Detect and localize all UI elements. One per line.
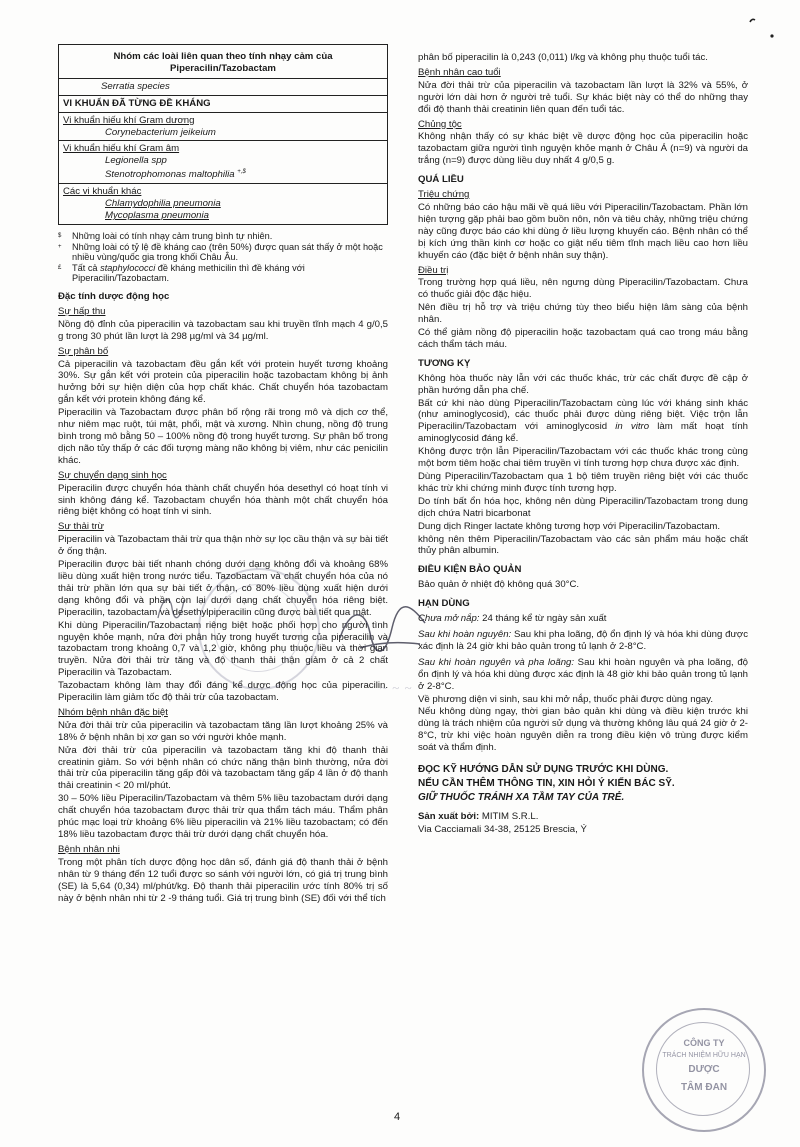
page-number: 4 bbox=[394, 1111, 401, 1123]
shelf-recon bbox=[418, 629, 748, 653]
incompat-text-2-a: Bất cứ khi nào dùng Piperacilin/Tazobactam cùng lúc với kháng sinh khác (như aminoglycosid), các thuốc phải được dùng riêng biệt. Việc trộn lẫn Piperacilin/Tazobactam với aminoglycosid bbox=[418, 397, 748, 433]
manufacturer-address: Via Cacciamali 34-38, 25125 Brescia, Ý bbox=[418, 823, 587, 835]
incompat-text-4: Dùng Piperacilin/Tazobactam qua 1 bộ tiêm truyền riêng biệt với các thuốc khác trừ khi chứng minh được tính tương hợp. bbox=[418, 471, 748, 494]
footnote-1 bbox=[58, 231, 388, 242]
storage-title: ĐIỀU KIỆN BẢO QUẢN bbox=[418, 564, 522, 576]
gram-neg-item-2 bbox=[63, 167, 383, 181]
footnote-3-text bbox=[72, 263, 388, 284]
footnote-3-mark: £ bbox=[58, 264, 62, 271]
treatment-text-3: Có thể giảm nồng độ piperacilin hoặc tazobactam quá cao trong máu bằng cách thẩm tách máu. bbox=[418, 327, 748, 350]
shelf-unopened bbox=[418, 613, 748, 625]
manufacturer bbox=[418, 811, 748, 823]
absorption-title: Sự hấp thu bbox=[58, 305, 106, 317]
gram-neg-item-2-text: Stenotrophomonas maltophilia bbox=[105, 169, 235, 181]
warning-consult: NẾU CẦN THÊM THÔNG TIN, XIN HỎI Ý KIẾN BÁC SỸ. bbox=[418, 778, 675, 790]
incompat-title: TƯƠNG KỴ bbox=[418, 357, 471, 369]
incompat-text-1: Không hòa thuốc này lẫn với các thuốc khác, trừ các chất được đề cập ở phần hướng dẫn pha chế. bbox=[418, 372, 748, 396]
gram-neg-label: Vi khuẩn hiếu khí Gram âm bbox=[63, 143, 180, 155]
absorption-text: Nồng độ đỉnh của piperacilin và tazobactam sau khi truyền tĩnh mạch 4 g/0,5 g trong 30 phút lần lượt là 298 µg/ml và 34 µg/ml. bbox=[58, 318, 388, 342]
incompat-text-5: Do tính bất ổn hóa học, không nên dùng Piperacilin/Tazobactam trong dung dịch chứa Natri bicarbonat bbox=[418, 495, 748, 519]
shelf-micro: Về phương diện vi sinh, sau khi mở nắp, thuốc phải được dùng ngay. bbox=[418, 693, 714, 705]
continued-text: phân bố piperacilin là 0,243 (0,011) l/kg và không phụ thuộc tuổi tác. bbox=[418, 52, 708, 63]
incompat-text-2 bbox=[418, 398, 748, 446]
gram-pos-item: Corynebacterium jeikeium bbox=[105, 126, 216, 138]
company-stamp bbox=[642, 1008, 766, 1132]
shelf-unopened-text: 24 tháng kể từ ngày sản xuất bbox=[479, 613, 607, 625]
distribution-text-2: Piperacilin và Tazobactam được phân bố rộng rãi trong mô và dịch cơ thể, như niêm mạc ruột, túi mật, phổi, mật và xương. Nhìn chung, nồng độ trung bình trong mô bằng 50 – 100% nồng độ trong huyết tương. Sự phân bố trong dịch não tủy thấp ở các đối tượng màng não không bị viêm, như các penicilin khác. bbox=[58, 407, 388, 466]
table-gram-neg bbox=[59, 141, 387, 184]
signature-mark bbox=[150, 588, 190, 628]
overdose-title: QUÁ LIỀU bbox=[418, 174, 464, 186]
corner-mark bbox=[748, 16, 778, 44]
elimination-text-2: Piperacilin được bài tiết nhanh chóng dưới dạng không đổi và khoảng 68% liều dùng xuất hiện trong nước tiểu. Tazobactam và chất chuyển hóa của nó thải trừ phần lớn qua sự bài tiết ở thận, có 80% liều dùng xuất hiện dưới dạng không đổi và phần còn lại dưới dạng chất chuyển hóa riêng biệt. Piperacilin, tazobactam và desethylpiperacilin cũng được bài tiết qua mật. bbox=[58, 559, 388, 618]
signature bbox=[330, 598, 440, 668]
elimination-text-4: Tazobactam không làm thay đổi đáng kể dược động học của piperacilin. Piperacilin làm giảm tốc độ thải trừ của tazobactam. bbox=[58, 680, 388, 704]
manufacturer-label: Sản xuất bởi: bbox=[418, 811, 480, 823]
left-column bbox=[58, 44, 388, 905]
footnote-2 bbox=[58, 242, 388, 263]
footnote-2-mark: + bbox=[58, 243, 62, 250]
treatment-title: Điều trị bbox=[418, 264, 449, 276]
shelf-dilution bbox=[418, 657, 748, 693]
incompat-text-3: Không được trộn lẫn Piperacilin/Tazobactam với các thuốc khác trong cùng một bơm tiêm hoặc chai tiêm truyền vì tính tương hợp chưa được xác định. bbox=[418, 446, 748, 470]
table-gram-pos bbox=[59, 113, 387, 142]
faint-stamp bbox=[198, 568, 320, 690]
incompat-text-7: không nên thêm Piperacilin/Tazobactam vào các sản phẩm máu hoặc chất thủy phân albumin. bbox=[418, 533, 748, 557]
shelf-note: Nếu không dùng ngay, thời gian bảo quản khi dùng và điều kiện trước khi dùng là trách nhiệm của người sử dụng và thường không lâu quá 24 giờ ở 2-8°C, trừ khi việc hoàn nguyên diễn ra trong điều kiện vô trùng được kiểm soát và thẩm định. bbox=[418, 706, 748, 754]
elderly-title: Bệnh nhân cao tuổi bbox=[418, 66, 501, 78]
biotransform-title: Sự chuyển dạng sinh học bbox=[58, 469, 167, 481]
other-label: Các vi khuẩn khác bbox=[63, 186, 142, 198]
elimination-title: Sự thải trừ bbox=[58, 521, 104, 533]
footnote-3-text-italic: staphylococci bbox=[100, 262, 156, 273]
susceptibility-table bbox=[58, 44, 388, 225]
footnote-2-text: Những loài có tỷ lệ đề kháng cao (trên 50%) được quan sát thấy ở một hoặc nhiều vùng/quốc gia trong khối Châu Âu. bbox=[72, 241, 383, 263]
storage-text: Bảo quản ở nhiệt độ không quá 30°C. bbox=[418, 579, 580, 591]
table-resistant-title: VI KHUẨN ĐÃ TỪNG ĐỀ KHÁNG bbox=[59, 96, 387, 113]
stamp-mid-2: DƯỢC bbox=[688, 1064, 720, 1075]
footnote-3-text-b: đề kháng methicilin thì đề kháng với Piperacilin/Tazobactam. bbox=[72, 262, 305, 284]
race-title: Chủng tộc bbox=[418, 118, 462, 130]
symptoms-title: Triệu chứng bbox=[418, 189, 470, 201]
stamp-bottom: TÂM ĐAN bbox=[680, 1082, 728, 1093]
other-item-2: Mycoplasma pneumonia bbox=[105, 210, 209, 222]
warning-read: ĐỌC KỸ HƯỚNG DẪN SỬ DỤNG TRƯỚC KHI DÙNG. bbox=[418, 764, 669, 776]
special-text-1: Nửa đời thải trừ của piperacilin và tazobactam tăng lần lượt khoảng 25% và 18% ở bệnh nhân bị xơ gan so với người khỏe mạnh. bbox=[58, 719, 388, 743]
gram-neg-item-1: Legionella spp bbox=[105, 155, 167, 167]
treatment-text-1: Trong trường hợp quá liều, nên ngưng dùng Piperacilin/Tazobactam. Chưa có thuốc giải độc đặc hiệu. bbox=[418, 277, 748, 301]
shelf-dilution-text: Sau khi hoàn nguyên và pha loãng, độ ổn định lý và hóa khi dùng được xác định là 48 giờ khi bảo quản trong tủ lạnh ở 2-8°C. bbox=[418, 656, 748, 692]
footnote-3 bbox=[58, 263, 388, 284]
race-text: Không nhận thấy có sự khác biệt về dược động học của piperacilin hoặc tazobactam giữa người tình nguyện khỏe mạnh ở Châu Á (n=9) và người da trắng (n=9) được dùng liều duy nhất 4 g/0,5 g. bbox=[418, 131, 748, 167]
incompat-text-2-italic: in vitro bbox=[615, 421, 650, 433]
shelf-dilution-label: Sau khi hoàn nguyên và pha loãng: bbox=[418, 656, 575, 668]
pediatric-title: Bệnh nhân nhi bbox=[58, 843, 120, 855]
table-serratia: Serratia species bbox=[59, 79, 387, 96]
elimination-text-3: Khi dùng Piperacilin/Tazobactam riêng biệt hoặc phối hợp cho người tình nguyện khỏe mạnh, nửa đời phân hủy trong huyết tương của piperacilin và tazobactam trong khoảng 0,7 và 1,2 giờ, không phụ thuộc liều và thời gian truyền. Nửa đời thải trừ tăng và độ thanh thải thận giảm ở cả 2 chất Piperacilin và Tazobactam. bbox=[58, 619, 388, 679]
right-column bbox=[418, 52, 748, 837]
faint-watermark: ~ ~ ~ bbox=[380, 680, 413, 695]
stamp-mid-1: TRÁCH NHIỆM HỮU HẠN bbox=[662, 1052, 746, 1059]
pk-title: Đặc tính dược động học bbox=[58, 291, 170, 303]
shelf-unopened-label: Chưa mở nắp: bbox=[418, 613, 480, 625]
footnote-3-text-a: Tất cả bbox=[72, 262, 101, 273]
special-text-2: Nửa đời thải trừ của piperacilin và tazobactam tăng khi độ thanh thải creatinin giảm. So với bệnh nhân có chức năng thận bình thường, nửa đời thải trừ của piperacilin tăng gấp đôi và tazobactam tăng gấp 4 lần ở độ thanh thải creatinin < 20 ml/phút. bbox=[58, 744, 388, 792]
elimination-text-1: Piperacilin và Tazobactam thải trừ qua thận nhờ sự lọc cầu thận và sự bài tiết ở ống thận. bbox=[58, 534, 388, 558]
table-other bbox=[59, 184, 387, 224]
warning-children: GIỮ THUỐC TRÁNH XA TẦM TAY CỦA TRẺ. bbox=[418, 792, 625, 804]
special-title: Nhóm bệnh nhân đặc biệt bbox=[58, 706, 168, 718]
special-text-3: 30 – 50% liều Piperacilin/Tazobactam và thêm 5% liều tazobactam dưới dạng chất chuyển hóa tazobactam được thải trừ qua thẩm tách máu. Thẩm phân phúc mạc loại trừ khoảng 6% liều piperacilin và 21% liều tazobactam; có đến 18% liều tazobactam được thải trừ dưới dạng chất chuyển hóa. bbox=[58, 793, 388, 840]
distribution-text-1: Cả piperacilin và tazobactam đều gắn kết với protein huyết tương khoảng 30%. Sự gắn kết với protein của piperacilin hoặc tazobactam không bị ảnh hưởng bởi sự hiện diện của hợp chất khác. Chất chuyển hóa tazobactam gắn kết với protein không đáng kể. bbox=[58, 358, 388, 406]
manufacturer-name: MITIM S.R.L. bbox=[479, 811, 539, 823]
treatment-text-2: Nên điều trị hỗ trợ và triệu chứng tùy theo biểu hiện lâm sàng của bệnh nhân. bbox=[418, 302, 748, 326]
shelf-title: HẠN DÙNG bbox=[418, 598, 470, 610]
elderly-text: Nửa đời thải trừ của piperacilin và tazobactam lần lượt là 32% và 55%, ở người lớn dài hơn ở người trẻ tuổi. Sự khác biệt này có thể do những thay đổi độ thanh thải creatinin liên quan đến tuổi tác. bbox=[418, 79, 748, 115]
gram-neg-item-2-sup: +,$ bbox=[237, 169, 246, 176]
table-header: Nhóm các loài liên quan theo tính nhạy cảm của Piperacilin/Tazobactam bbox=[59, 45, 387, 79]
footnote-1-text: Những loài có tính nhạy cảm trung bình tự nhiên. bbox=[72, 231, 273, 242]
biotransform-text: Piperacilin được chuyển hóa thành chất chuyển hóa desethyl có hoạt tính vi sinh không đáng kể. Tazobactam chuyển hóa thành một chất chuyển hóa riêng biệt không có hoạt tính vi sinh. bbox=[58, 482, 388, 518]
incompat-text-2-b: làm mất hoạt tính aminoglycosid đáng kể. bbox=[418, 421, 748, 445]
shelf-recon-text: Sau khi pha loãng, độ ổn định lý và hóa khi dùng được xác định là 24 giờ khi bảo quản trong tủ lạnh ở 2-8°C. bbox=[418, 628, 748, 652]
shelf-recon-label: Sau khi hoàn nguyên: bbox=[418, 628, 512, 640]
symptoms-text: Có những báo cáo hậu mãi về quá liều với Piperacilin/Tazobactam. Phần lớn hiện tượng gặp phải bao gồm buồn nôn, nôn và tiêu chảy, những triệu chứng này cũng được báo cáo khi dùng ở liều lượng khuyến cáo. Bệnh nhân có thể bị kích ứng thần kinh cơ hoặc co giật nếu tiêm tĩnh mạch liều cao hơn liều khuyến cáo (đặc biệt ở bệnh nhân suy thận). bbox=[418, 201, 748, 261]
other-item-1: Chlamydophilia pneumonia bbox=[105, 198, 221, 210]
pediatric-text: Trong một phân tích dược động học dân số, đánh giá độ thanh thải ở bệnh nhân từ 9 tháng đến 12 tuổi được so sánh với người lớn, có giá trị trung bình (SE) là 5,64 (0,34) ml/phút/kg. Độ thanh thải piperacilin ước tính 80% trị số này ở bệnh nhân nhi từ 2 -9 tháng tuổi. Giá trị trung bình (SE) đối với thể tích bbox=[58, 856, 388, 904]
stamp-top: CÔNG TY bbox=[683, 1038, 725, 1048]
gram-pos-label: Vi khuẩn hiếu khí Gram dương bbox=[63, 114, 195, 126]
incompat-text-6: Dung dịch Ringer lactate không tương hợp với Piperacilin/Tazobactam. bbox=[418, 520, 721, 532]
distribution-title: Sự phân bố bbox=[58, 345, 109, 357]
footnote-1-mark: $ bbox=[58, 233, 62, 240]
